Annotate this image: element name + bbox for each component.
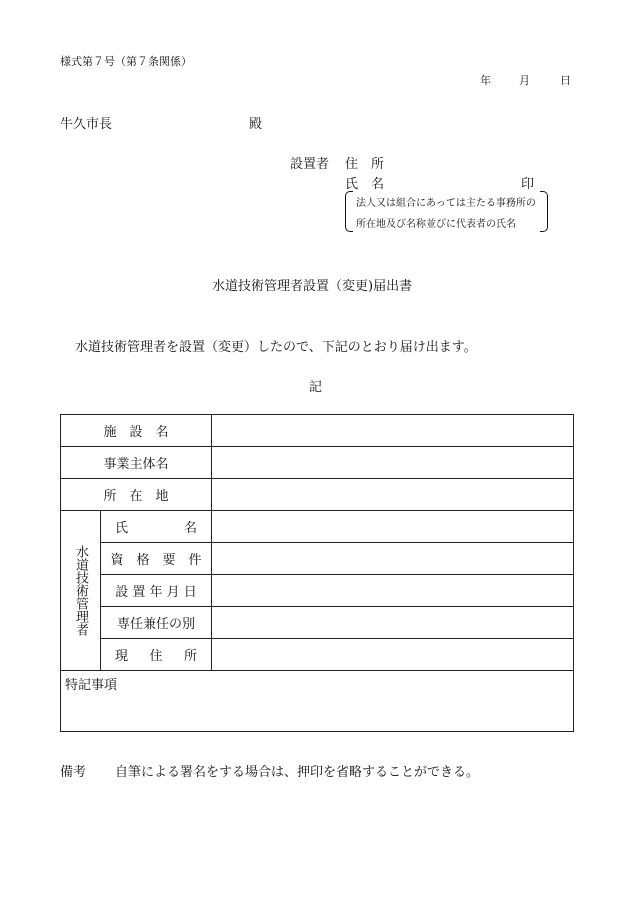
manager-name-label: [101, 511, 212, 543]
fulltime-concurrent-field[interactable]: [212, 607, 574, 639]
body-text: 水道技術管理者を設置（変更）したので、下記のとおり届け出ます。: [75, 340, 477, 355]
row-qualification: [61, 543, 574, 575]
representative-note-line1: 法人又は組合にあっては主たる事務所の: [356, 198, 536, 209]
location-field[interactable]: [212, 479, 574, 511]
applicant-address-label: 住 所: [345, 157, 385, 172]
location-label: 所 在 地: [61, 479, 212, 511]
row-location: [61, 479, 574, 511]
current-address-label-mid: 住: [149, 649, 163, 664]
note-text: 自筆による署名をする場合は、押印を省略することができる。: [115, 765, 480, 780]
manager-name-label-a: 氏: [115, 521, 129, 536]
operator-label: 事業主体名: [61, 447, 212, 479]
current-address-label: [101, 639, 212, 671]
manager-name-field[interactable]: [212, 511, 574, 543]
manager-group-label: 水道技術管理者: [61, 511, 101, 671]
appointment-date-label: 設 置 年 月 日: [101, 575, 212, 607]
appointment-date-field[interactable]: [212, 575, 574, 607]
notification-table: [60, 414, 574, 732]
bracket-right: [540, 191, 548, 232]
fulltime-concurrent-label: 専任兼任の別: [101, 607, 212, 639]
applicant-name-label: 氏 名: [345, 177, 385, 192]
form-number: 様式第７号（第７条関係）: [60, 55, 192, 68]
ki-mark: 記: [309, 380, 323, 395]
document-title: 水道技術管理者設置（変更)届出書: [212, 279, 413, 294]
addressee-name: 牛久市長: [60, 117, 113, 132]
representative-note-bracket: [345, 191, 548, 232]
row-current-address: [61, 639, 574, 671]
operator-field[interactable]: [212, 447, 574, 479]
row-fulltime-concurrent: [61, 607, 574, 639]
date-year: 年: [480, 74, 491, 87]
qualification-label: 資 格 要 件: [101, 543, 212, 575]
facility-name-label: 施 設 名: [61, 415, 212, 447]
bracket-left: [345, 191, 353, 232]
row-appointment-date: [61, 575, 574, 607]
seal-mark: 印: [521, 177, 535, 192]
current-address-field[interactable]: [212, 639, 574, 671]
row-operator: [61, 447, 574, 479]
current-address-label-b: 所: [184, 649, 198, 664]
remarks-label: 特記事項: [65, 678, 118, 693]
note-label: 備考: [60, 765, 87, 780]
applicant-label: 設置者: [290, 157, 330, 172]
remarks-field[interactable]: [61, 671, 574, 732]
row-facility-name: [61, 415, 574, 447]
facility-name-field[interactable]: [212, 415, 574, 447]
manager-name-label-b: 名: [184, 521, 198, 536]
date-month: 月: [519, 74, 530, 87]
row-remarks: [61, 671, 574, 732]
row-manager-name: [61, 511, 574, 543]
addressee-honorific: 殿: [249, 117, 263, 132]
representative-note-line2: 所在地及び名称並びに代表者の氏名: [356, 219, 516, 230]
current-address-label-a: 現: [115, 649, 129, 664]
qualification-field[interactable]: [212, 543, 574, 575]
date-day: 日: [560, 74, 571, 87]
